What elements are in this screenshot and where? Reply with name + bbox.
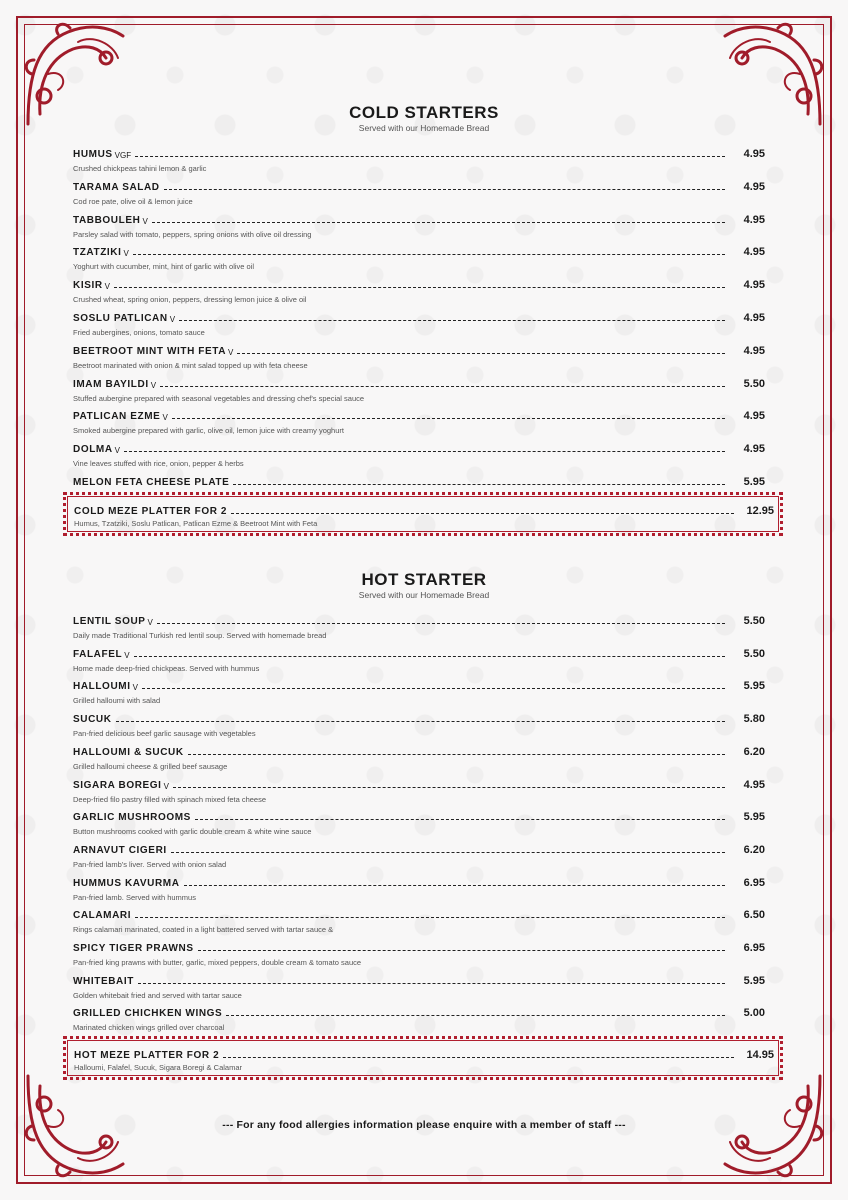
menu-item xyxy=(73,343,765,373)
cold-meze-platter-box xyxy=(63,492,783,536)
menu-item xyxy=(73,678,765,708)
leader-dots xyxy=(171,852,725,853)
menu-item xyxy=(73,441,765,471)
menu-item xyxy=(73,212,765,242)
leader-dots xyxy=(114,287,725,288)
item-description: Pan-fried lamb. Served with hummus xyxy=(73,892,196,902)
leader-dots xyxy=(134,656,725,657)
dietary-mark-icon: V xyxy=(132,683,138,693)
item-name: MELON FETA CHEESE PLATE xyxy=(73,477,230,488)
allergy-notice: --- For any food allergies information please enquire with a member of staff --- xyxy=(222,1119,626,1131)
hot-meze-platter-box xyxy=(63,1036,783,1080)
item-description: Cod roe pate, olive oil & lemon juice xyxy=(73,196,193,206)
leader-dots xyxy=(237,353,725,354)
item-price: 5.95 xyxy=(743,476,765,488)
item-price: 4.95 xyxy=(743,213,765,226)
leader-dots xyxy=(231,513,734,514)
item-description: Beetroot marinated with onion & mint salad topped up with feta cheese xyxy=(73,360,308,370)
cold-starters-title: COLD STARTERS xyxy=(349,103,499,122)
menu-item xyxy=(74,503,774,533)
menu-item xyxy=(73,408,765,438)
leader-dots xyxy=(135,917,725,918)
leader-dots xyxy=(233,484,725,485)
dietary-mark-icon: VGF xyxy=(114,151,132,160)
item-price: 4.95 xyxy=(743,443,765,456)
item-price: 4.95 xyxy=(743,279,765,292)
menu-item xyxy=(73,777,765,807)
menu-item xyxy=(73,809,765,839)
leader-dots xyxy=(172,418,725,419)
item-description: Yoghurt with cucumber, mint, hint of garlic with olive oil xyxy=(73,262,255,272)
menu-item xyxy=(73,244,765,274)
item-name: SPICY TIGER PRAWNS xyxy=(73,943,194,954)
item-name: SOSLU PATLICAN xyxy=(73,313,168,324)
item-name: HUMUS xyxy=(73,149,113,160)
leader-dots xyxy=(184,885,725,886)
item-description: Grilled halloumi cheese & grilled beef sausage xyxy=(73,761,228,771)
item-description: Grilled halloumi with salad xyxy=(73,696,161,706)
item-description: Deep-fried filo pastry filled with spinach mixed feta cheese xyxy=(73,794,267,804)
menu-item xyxy=(73,875,765,905)
menu-item xyxy=(73,376,765,406)
item-price: 6.50 xyxy=(743,909,765,922)
item-name: LENTIL SOUP xyxy=(73,616,146,627)
item-description: Rings calamari marinated, coated in a light battered served with tartar sauce & xyxy=(73,925,334,935)
dietary-mark-icon: V xyxy=(147,618,153,627)
item-name: TABBOULEH xyxy=(73,214,141,226)
item-name: SUCUK xyxy=(73,714,112,726)
dietary-mark-icon: V xyxy=(163,781,169,791)
item-description: Smoked aubergine prepared with garlic, olive oil, lemon juice with creamy yoghurt xyxy=(73,426,344,436)
menu-item xyxy=(73,310,765,340)
dietary-mark-icon: V xyxy=(228,347,234,357)
leader-dots xyxy=(142,688,725,689)
leader-dots xyxy=(198,950,725,951)
dietary-mark-icon: V xyxy=(162,413,168,423)
item-description: Button mushrooms cooked with garlic double cream & white wine sauce xyxy=(73,827,312,837)
item-description: Stuffed aubergine prepared with seasonal vegetables and dressing chef's special sauce xyxy=(73,393,365,403)
dietary-mark-icon: V xyxy=(169,315,176,324)
item-description: Golden whitebait fried and served with tartar sauce xyxy=(73,990,242,1000)
item-description: Marinated chicken wings grilled over charcoal xyxy=(73,1023,225,1033)
item-price: 6.20 xyxy=(743,745,765,758)
leader-dots xyxy=(223,1057,734,1058)
leader-dots xyxy=(173,787,725,788)
item-description: Crushed chickpeas tahini lemon & garlic xyxy=(73,164,207,173)
item-price: 4.95 xyxy=(743,246,765,259)
item-price: 6.20 xyxy=(743,843,765,856)
leader-dots xyxy=(226,1015,725,1016)
item-price: 4.95 xyxy=(743,148,765,160)
item-price: 14.95 xyxy=(746,1049,774,1061)
item-name: SIGARA BOREGI xyxy=(73,779,162,791)
item-name: GRILLED CHICHKEN WINGS xyxy=(73,1008,223,1020)
item-description: Humus, Tzatziki, Soslu Patlican, Patlican Ezme & Beetroot Mint with Feta xyxy=(74,519,318,528)
item-name: DOLMA xyxy=(73,444,113,456)
item-description: Pan-fried delicious beef garlic sausage with vegetables xyxy=(73,729,256,739)
dietary-mark-icon: V xyxy=(150,380,157,390)
leader-dots xyxy=(179,320,725,321)
item-price: 6.95 xyxy=(743,876,765,889)
item-price: 4.95 xyxy=(743,180,765,193)
menu-item xyxy=(73,646,765,676)
item-description: Vine leaves stuffed with rice, onion, pepper & herbs xyxy=(73,459,244,469)
item-name: COLD MEZE PLATTER FOR 2 xyxy=(74,506,228,517)
item-description: Pan-fried king prawns with butter, garlic, mixed peppers, double cream & tomato sauce xyxy=(73,958,362,967)
menu-item xyxy=(73,146,765,176)
item-price: 5.95 xyxy=(743,811,765,824)
item-price: 4.95 xyxy=(743,778,765,791)
item-price: 5.50 xyxy=(743,615,765,627)
item-price: 4.95 xyxy=(743,410,765,423)
item-name: CALAMARI xyxy=(73,910,132,922)
menu-item xyxy=(74,1047,774,1077)
item-name: GARLIC MUSHROOMS xyxy=(73,812,191,824)
leader-dots xyxy=(124,451,725,452)
item-name: TARAMA SALAD xyxy=(73,181,160,193)
leader-dots xyxy=(164,189,725,190)
menu-item xyxy=(73,940,765,970)
item-name: FALAFEL xyxy=(73,648,123,660)
item-description: Home made deep-fried chickpeas. Served with hummus xyxy=(73,663,260,673)
leader-dots xyxy=(133,254,725,255)
item-description: Crushed wheat, spring onion, peppers, dressing lemon juice & olive oil xyxy=(73,295,307,305)
item-description: Fried aubergines, onions, tomato sauce xyxy=(73,328,205,337)
menu-item xyxy=(73,744,765,774)
item-price: 5.50 xyxy=(743,647,765,660)
leader-dots xyxy=(116,721,725,722)
item-name: PATLICAN EZME xyxy=(73,411,161,423)
dietary-mark-icon: V xyxy=(124,650,130,660)
leader-dots xyxy=(188,754,725,755)
menu-item xyxy=(73,973,765,1003)
menu-item xyxy=(73,179,765,209)
item-description: Parsley salad with tomato, peppers, spring onions with olive oil dressing xyxy=(73,229,312,239)
hot-starter-title: HOT STARTER xyxy=(361,570,487,589)
leader-dots xyxy=(195,819,725,820)
item-price: 6.95 xyxy=(743,942,765,954)
menu-item xyxy=(73,613,765,643)
item-description: Daily made Traditional Turkish red lentil soup. Served with homemade bread xyxy=(73,631,327,640)
leader-dots xyxy=(160,386,725,387)
menu-item xyxy=(73,1005,765,1035)
dietary-mark-icon: V xyxy=(123,249,129,259)
item-name: HALLOUMI xyxy=(73,681,131,693)
menu-item xyxy=(73,842,765,872)
item-price: 12.95 xyxy=(746,505,774,517)
cold-starters-subtitle: Served with our Homemade Bread xyxy=(358,123,490,133)
item-name: HUMMUS KAVURMA xyxy=(73,877,180,889)
leader-dots xyxy=(135,156,725,157)
hot-starter-subtitle: Served with our Homemade Bread xyxy=(358,590,490,600)
item-price: 5.80 xyxy=(743,713,765,726)
item-name: HOT MEZE PLATTER FOR 2 xyxy=(74,1050,220,1061)
item-name: IMAM BAYILDI xyxy=(73,378,149,390)
dietary-mark-icon: V xyxy=(114,446,121,456)
item-price: 5.00 xyxy=(743,1007,765,1020)
menu-item xyxy=(73,907,765,937)
item-name: TZATZIKI xyxy=(73,247,122,259)
leader-dots xyxy=(138,983,725,984)
item-description: Pan-fried lamb's liver. Served with onion salad xyxy=(73,859,227,869)
leader-dots xyxy=(157,623,725,624)
item-price: 5.95 xyxy=(743,680,765,693)
item-price: 4.95 xyxy=(743,312,765,324)
item-description: Halloumi, Falafel, Sucuk, Sigara Boregi & Calamar xyxy=(74,1063,242,1072)
item-price: 5.50 xyxy=(743,377,765,390)
item-name: HALLOUMI & SUCUK xyxy=(73,746,184,758)
item-price: 4.95 xyxy=(743,344,765,357)
menu-item xyxy=(73,277,765,307)
item-price: 5.95 xyxy=(743,974,765,987)
item-name: ARNAVUT CIGERI xyxy=(73,844,167,856)
item-name: KISIR xyxy=(73,280,103,292)
menu-item xyxy=(73,711,765,741)
leader-dots xyxy=(152,222,725,223)
dietary-mark-icon: V xyxy=(142,216,148,226)
item-name: BEETROOT MINT WITH FETA xyxy=(73,345,227,357)
dietary-mark-icon: V xyxy=(104,282,111,292)
item-name: WHITEBAIT xyxy=(73,975,134,987)
